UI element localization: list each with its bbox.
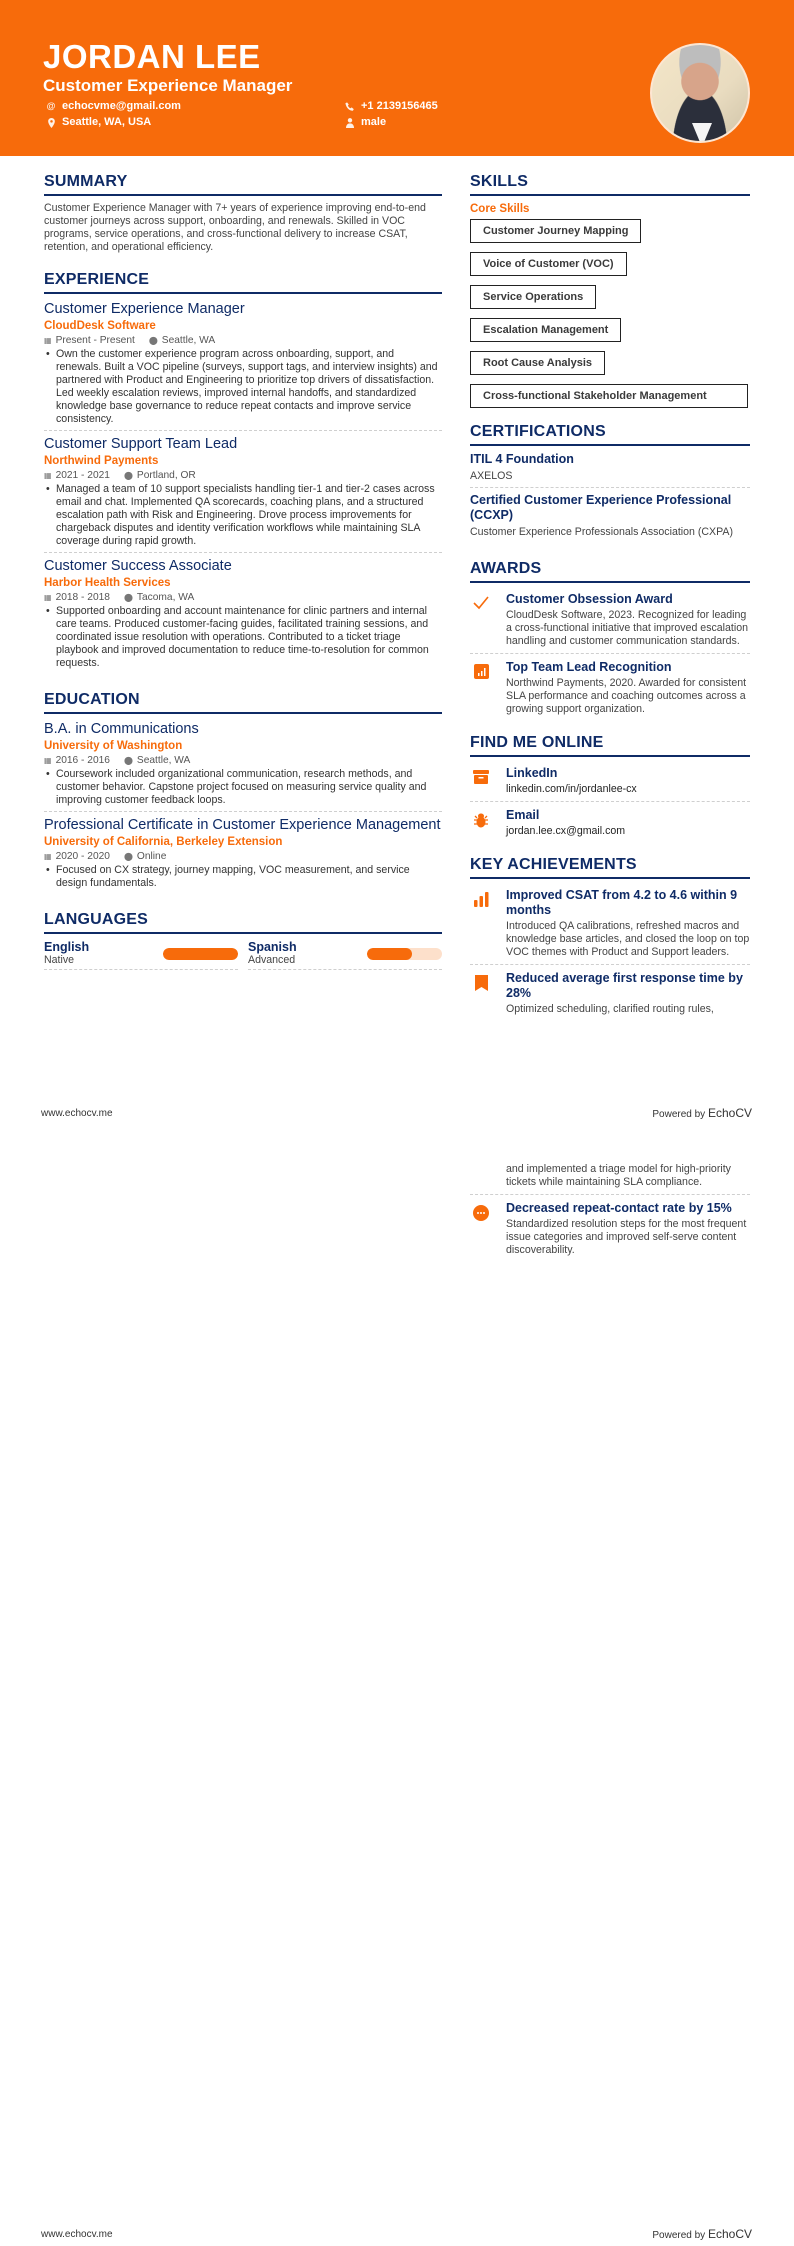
right-column bbox=[470, 172, 750, 1024]
contact-phone[interactable] bbox=[345, 101, 438, 112]
entry-dates: 2016 - 2016 bbox=[55, 755, 110, 766]
experience-entry bbox=[44, 435, 442, 553]
email-text: echocvme@gmail.com bbox=[62, 100, 181, 112]
left-column bbox=[44, 172, 442, 970]
entry-location: Seattle, WA bbox=[136, 755, 191, 766]
online-item[interactable] bbox=[470, 763, 750, 802]
award-title: Customer Obsession Award bbox=[506, 592, 673, 606]
section-title-summary: SUMMARY bbox=[44, 172, 442, 196]
entry-bullet: • Managed a team of 10 support specialists handling tier-1 and tier-2 cases across email and chat. Implemented QA scorecards, coaching plans, and a structured escalation path with Risk and Engineering. Drove process improvements for chargeback disputes and identity verification workflows while maintaining SLA coverage during rapid growth. bbox=[44, 483, 442, 548]
footer-powered-by bbox=[652, 2227, 752, 2241]
entry-meta bbox=[44, 850, 442, 863]
experience-entry bbox=[44, 557, 442, 674]
entry-bullet: • Supported onboarding and account maintenance for clinic partners and internal care teams. Produced customer-facing guides, facilitated training sessions, and coordinated issue resolution with operations. Contributed to a ticket triage playbook and improved documentation to reduce time-to-resolution for common requests. bbox=[44, 605, 442, 670]
online-label: LinkedIn bbox=[506, 766, 558, 780]
entry-bullet: • Own the customer experience program across onboarding, support, and renewals. Built a VOC pipeline (surveys, support tags, and interview insights) and partnered with Product and Engineering to prioritize top drivers of dissatisfaction. Led weekly escalation reviews, improved internal handoffs, and standardized knowledge base governance to reduce repeat contacts and improve service consistency. bbox=[44, 348, 442, 426]
skill-chip: Cross-functional Stakeholder Management bbox=[470, 384, 748, 408]
online-link[interactable]: linkedin.com/in/jordanlee-cx bbox=[506, 783, 637, 795]
candidate-name: JORDAN LEE bbox=[43, 38, 261, 75]
school-name: University of Washington bbox=[44, 740, 183, 752]
skill-chip: Root Cause Analysis bbox=[470, 351, 605, 375]
skill-chip: Service Operations bbox=[470, 285, 596, 309]
calendar-icon: ▦ bbox=[44, 471, 52, 480]
languages-list bbox=[44, 940, 442, 970]
calendar-icon: ▦ bbox=[44, 593, 52, 602]
entry-bullet: • Focused on CX strategy, journey mapping, VOC measurement, and service design fundamentals. bbox=[44, 864, 442, 890]
map-pin-icon: ⬤ bbox=[123, 756, 133, 765]
online-label: Email bbox=[506, 808, 540, 822]
section-title-certifications: CERTIFICATIONS bbox=[470, 422, 750, 446]
map-pin-icon bbox=[46, 118, 56, 128]
section-title-experience: EXPERIENCE bbox=[44, 270, 442, 294]
entry-location: Online bbox=[136, 851, 167, 862]
entry-meta bbox=[44, 754, 442, 767]
skill-chip: Voice of Customer (VOC) bbox=[470, 252, 627, 276]
entry-dates: 2021 - 2021 bbox=[55, 470, 110, 481]
achievement-description: Standardized resolution steps for the most frequent issue categories and improved self-serve content discoverability. bbox=[506, 1218, 747, 1256]
bookmark-icon bbox=[470, 971, 492, 1016]
award-item bbox=[470, 657, 750, 721]
experience-entry bbox=[44, 300, 442, 431]
award-description: CloudDesk Software, 2023. Recognized for leading a cross-functional initiative that improved escalation handling and customer communication standards. bbox=[506, 609, 749, 647]
powered-by-text: Powered by bbox=[652, 2230, 706, 2241]
page-2-continuation bbox=[470, 1160, 750, 1265]
skills-list bbox=[470, 219, 750, 422]
online-link[interactable]: jordan.lee.cx@gmail.com bbox=[506, 825, 626, 837]
calendar-icon: ▦ bbox=[44, 336, 52, 345]
achievement-title: Decreased repeat-contact rate by 15% bbox=[506, 1201, 732, 1215]
section-title-skills: SKILLS bbox=[470, 172, 750, 196]
location-text: Seattle, WA, USA bbox=[62, 116, 152, 128]
degree-title: B.A. in Communications bbox=[44, 721, 199, 737]
candidate-title: Customer Experience Manager bbox=[43, 76, 293, 95]
school-name: University of California, Berkeley Extension bbox=[44, 836, 283, 848]
checkmark-icon bbox=[470, 592, 492, 648]
achievement-item-continued bbox=[470, 1160, 750, 1195]
certification-title: ITIL 4 Foundation bbox=[470, 452, 574, 466]
contact-location bbox=[46, 117, 151, 128]
gender-text: male bbox=[361, 116, 387, 128]
archive-box-icon bbox=[470, 766, 492, 796]
language-item bbox=[44, 940, 238, 970]
entry-meta bbox=[44, 334, 442, 347]
achievement-item bbox=[470, 885, 750, 965]
footer-powered-by bbox=[652, 1106, 752, 1120]
map-pin-icon: ⬤ bbox=[123, 593, 133, 602]
summary-text: Customer Experience Manager with 7+ years of experience improving end-to-end customer journeys across support, onboarding, and renewals. Skilled in VOC programs, service operations, and cross-functional delivery to increase CSAT, retention, and operational efficiency. bbox=[44, 202, 426, 253]
entry-bullet: • Coursework included organizational communication, research methods, and customer behavior. Capstone project focused on measuring service quality and improving customer feedback loops. bbox=[44, 768, 442, 807]
person-icon bbox=[345, 118, 355, 128]
signal-bars-icon bbox=[470, 660, 492, 716]
map-pin-icon: ⬤ bbox=[123, 471, 133, 480]
footer-site-link[interactable]: www.echocv.me bbox=[41, 1108, 113, 1119]
company-name: Harbor Health Services bbox=[44, 577, 171, 589]
job-title: Customer Experience Manager bbox=[44, 301, 245, 317]
award-title: Top Team Lead Recognition bbox=[506, 660, 672, 674]
entry-location: Portland, OR bbox=[136, 470, 196, 481]
certification-issuer: AXELOS bbox=[470, 470, 513, 482]
online-item[interactable] bbox=[470, 805, 750, 843]
skills-group-label: Core Skills bbox=[470, 203, 530, 215]
profile-photo bbox=[650, 43, 750, 143]
contact-email[interactable] bbox=[46, 101, 181, 112]
language-proficiency-bar bbox=[163, 948, 238, 960]
section-title-find-me-online: FIND ME ONLINE bbox=[470, 733, 750, 757]
spacer bbox=[470, 1163, 492, 1189]
section-title-key-achievements: KEY ACHIEVEMENTS bbox=[470, 855, 750, 879]
entry-meta bbox=[44, 591, 442, 604]
certification-item bbox=[470, 493, 750, 543]
company-name: Northwind Payments bbox=[44, 455, 159, 467]
more-dots-icon bbox=[470, 1201, 492, 1257]
job-title: Customer Support Team Lead bbox=[44, 436, 238, 452]
resume-header bbox=[0, 0, 794, 156]
entry-meta bbox=[44, 469, 442, 482]
brand-name: EchoCV bbox=[707, 1106, 752, 1120]
language-name: Spanish bbox=[248, 940, 297, 954]
certification-title: Certified Customer Experience Professional (CCXP) bbox=[470, 493, 732, 522]
award-description: Northwind Payments, 2020. Awarded for consistent SLA performance and coaching outcomes across a growing support organization. bbox=[506, 677, 747, 715]
achievement-description-part1: Optimized scheduling, clarified routing rules, bbox=[506, 1003, 714, 1015]
bug-icon bbox=[470, 808, 492, 838]
at-sign-icon: @ bbox=[46, 101, 56, 111]
achievement-description: Introduced QA calibrations, refreshed macros and knowledge base articles, and closed the loop on top VOC themes with Product and Support leaders. bbox=[506, 920, 750, 958]
language-item bbox=[248, 940, 442, 970]
achievement-title: Reduced average first response time by 28% bbox=[506, 971, 743, 1000]
language-proficiency-bar bbox=[367, 948, 442, 960]
powered-by-text: Powered by bbox=[652, 1109, 706, 1120]
language-name: English bbox=[44, 940, 90, 954]
degree-title: Professional Certificate in Customer Experience Management bbox=[44, 817, 441, 833]
phone-text: +1 2139156465 bbox=[361, 100, 438, 112]
achievement-item bbox=[470, 968, 750, 1021]
map-pin-icon: ⬤ bbox=[148, 336, 158, 345]
education-entry bbox=[44, 720, 442, 812]
entry-dates: Present - Present bbox=[55, 335, 135, 346]
section-title-awards: AWARDS bbox=[470, 559, 750, 583]
language-level: Native bbox=[44, 954, 75, 966]
certification-issuer: Customer Experience Professionals Association (CXPA) bbox=[470, 526, 733, 538]
calendar-icon: ▦ bbox=[44, 756, 52, 765]
footer-site-link[interactable]: www.echocv.me bbox=[41, 2229, 113, 2240]
achievement-title: Improved CSAT from 4.2 to 4.6 within 9 months bbox=[506, 888, 738, 917]
award-item bbox=[470, 589, 750, 654]
certification-item bbox=[470, 452, 750, 488]
education-entry bbox=[44, 816, 442, 894]
phone-icon bbox=[345, 102, 355, 112]
calendar-icon: ▦ bbox=[44, 852, 52, 861]
page-footer bbox=[0, 2225, 794, 2245]
language-level: Advanced bbox=[248, 954, 296, 966]
skill-chip: Customer Journey Mapping bbox=[470, 219, 641, 243]
bar-chart-icon bbox=[470, 888, 492, 959]
contact-gender bbox=[345, 117, 386, 128]
section-title-education: EDUCATION bbox=[44, 690, 442, 714]
company-name: CloudDesk Software bbox=[44, 320, 156, 332]
achievement-item bbox=[470, 1198, 750, 1262]
entry-location: Tacoma, WA bbox=[136, 592, 195, 603]
brand-name: EchoCV bbox=[707, 2227, 752, 2241]
map-pin-icon: ⬤ bbox=[123, 852, 133, 861]
entry-location: Seattle, WA bbox=[161, 335, 216, 346]
entry-dates: 2020 - 2020 bbox=[55, 851, 110, 862]
page-footer bbox=[0, 1104, 794, 1124]
entry-dates: 2018 - 2018 bbox=[55, 592, 110, 603]
job-title: Customer Success Associate bbox=[44, 558, 232, 574]
achievement-description-part2: and implemented a triage model for high-priority tickets while maintaining SLA compliance. bbox=[506, 1163, 731, 1188]
section-title-languages: LANGUAGES bbox=[44, 910, 442, 934]
skill-chip: Escalation Management bbox=[470, 318, 621, 342]
